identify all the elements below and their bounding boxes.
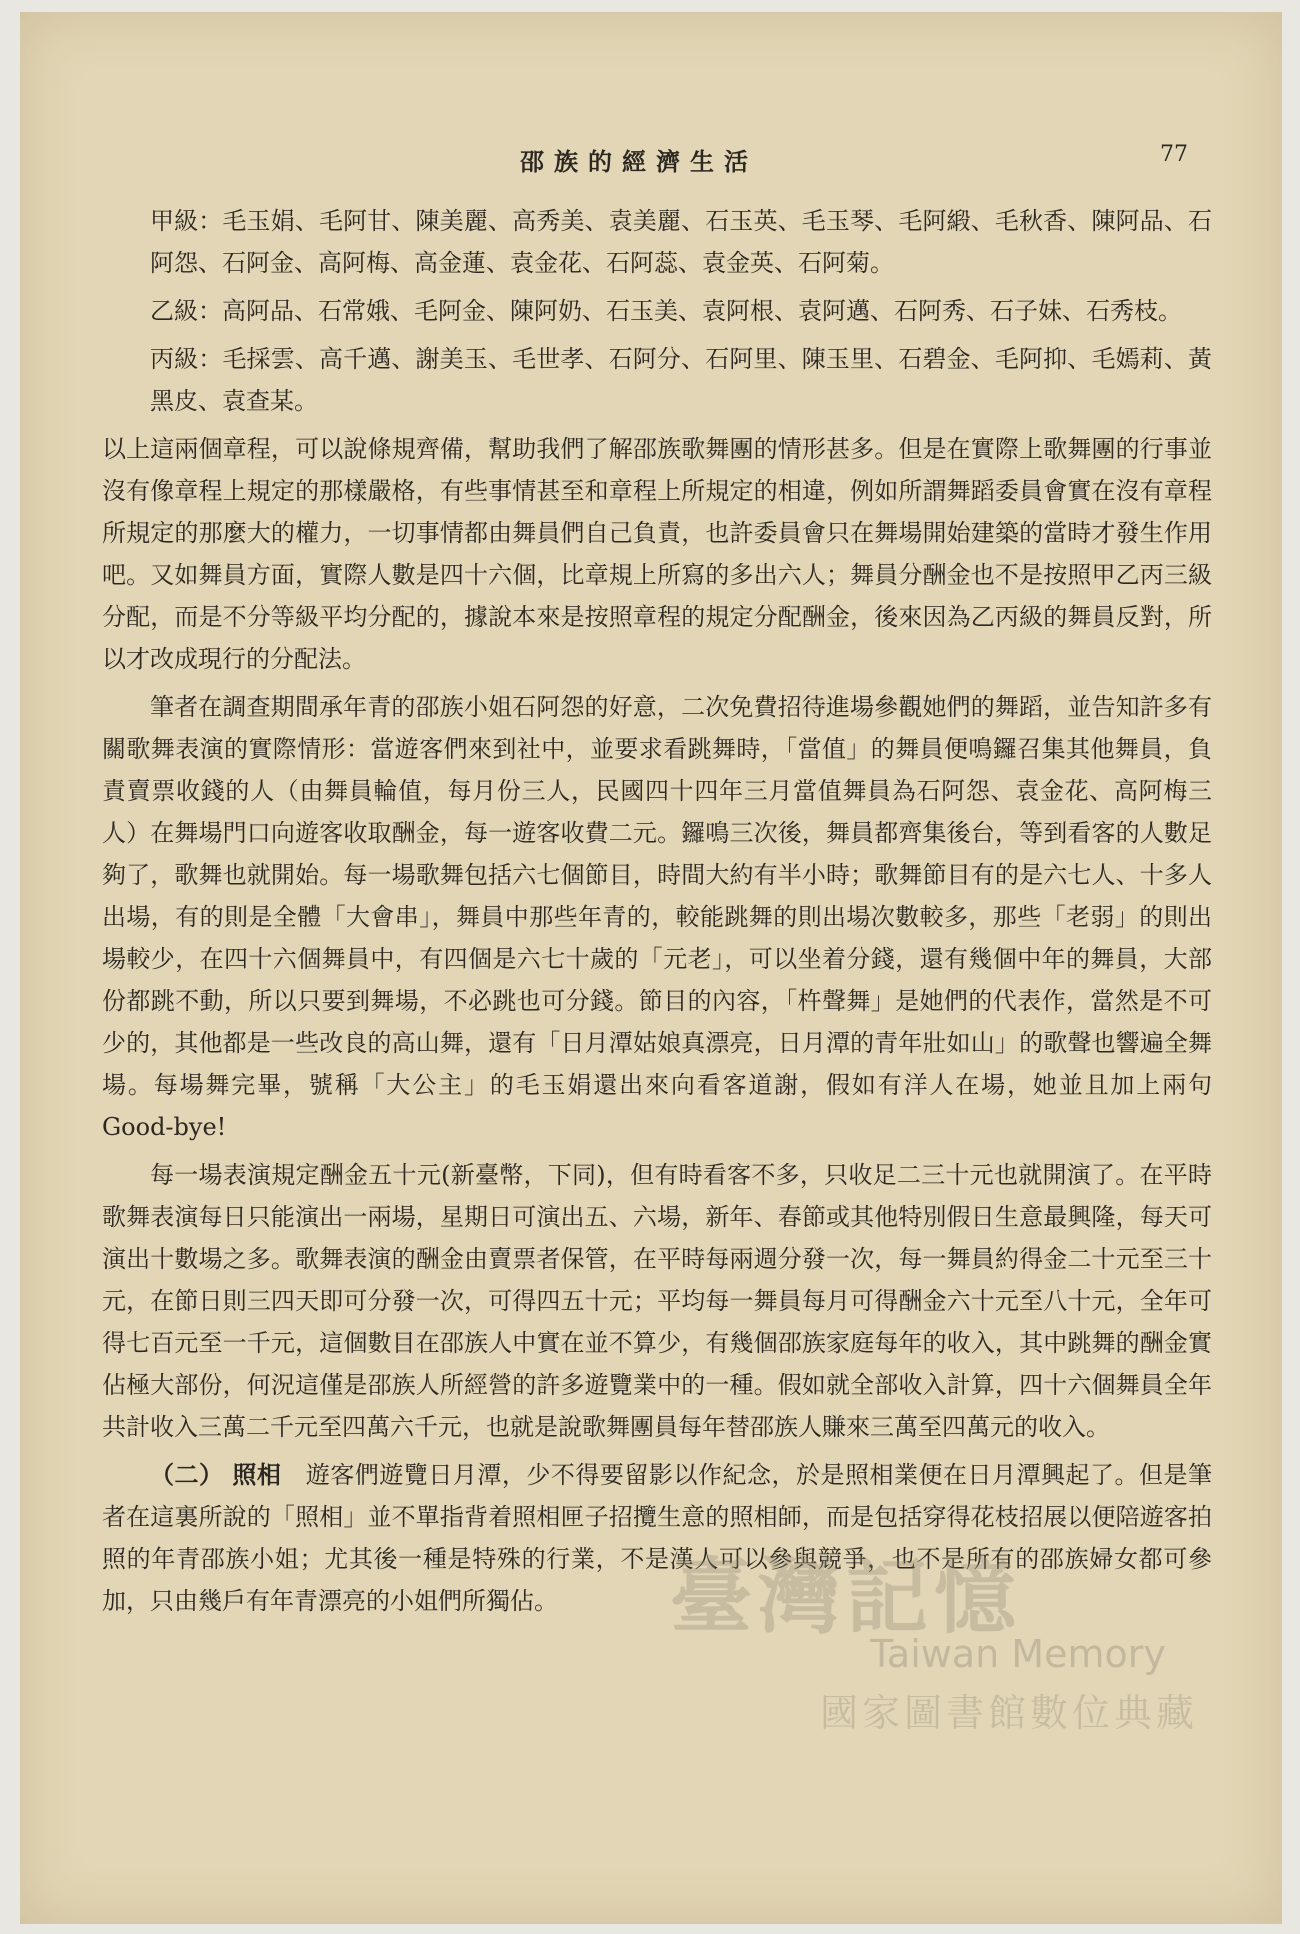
rank-c-dancers: 丙級：毛採雲、高千邁、謝美玉、毛世孝、石阿分、石阿里、陳玉里、石碧金、毛阿抑、毛嫣莉、黃黑皮、袁查某。 bbox=[150, 345, 1212, 415]
paragraph-photography bbox=[102, 1454, 1212, 1622]
paragraph-regulations: 以上這兩個章程，可以說條規齊備，幫助我們了解邵族歌舞團的情形甚多。但是在實際上歌舞團的行事並沒有像章程上規定的那樣嚴格，有些事情甚至和章程上所規定的相違，例如所謂舞蹈委員會實在沒有章程所規定的那麼大的權力，一切事情都由舞員們自己負責，也許委員會只在舞場開始建築的當時才發生作用吧。又如舞員方面，實際人數是四十六個，比章規上所寫的多出六人；舞員分酬金也不是按照甲乙丙三級分配，而是不分等級平均分配的，據說本來是按照章程的規定分配酬金，後來因為乙丙級的舞員反對，所以才改成現行的分配法。 bbox=[102, 435, 1212, 673]
section-label-photography: （二） 照相 bbox=[150, 1460, 282, 1489]
page-number: 77 bbox=[1160, 142, 1188, 167]
body-text bbox=[102, 200, 1212, 1628]
watermark-title: 臺灣記憶 bbox=[670, 1549, 1023, 1645]
book-page bbox=[20, 12, 1282, 1924]
page-header bbox=[20, 142, 1282, 182]
watermark-english: Taiwan Memory bbox=[870, 1632, 1166, 1676]
rank-b-dancers: 乙級：高阿品、石常娥、毛阿金、陳阿奶、石玉美、袁阿根、袁阿邁、石阿秀、石子妹、石秀枝。 bbox=[150, 297, 1182, 325]
watermark-subtitle: 國家圖書館數位典藏 bbox=[820, 1691, 1199, 1735]
paragraph-performance: 筆者在調查期間承年青的邵族小姐石阿怨的好意，二次免費招待進場參觀她們的舞蹈，並告知許多有關歌舞表演的實際情形：當遊客們來到社中，並要求看跳舞時，「當值」的舞員便鳴鑼召集其他舞員，負責賣票收錢的人（由舞員輪值，每月份三人，民國四十四年三月當值舞員為石阿怨、袁金花、高阿梅三人）在舞場門口向遊客收取酬金，每一遊客收費二元。鑼鳴三次後，舞員都齊集後台，等到看客的人數足夠了，歌舞也就開始。每一場歌舞包括六七個節目，時間大約有半小時；歌舞節目有的是六七人、十多人出場，有的則是全體「大會串」，舞員中那些年青的，較能跳舞的則出場次數較多，那些「老弱」的則出場較少，在四十六個舞員中，有四個是六七十歲的「元老」，可以坐着分錢，還有幾個中年的舞員，大部份都跳不動，所以只要到舞場，不必跳也可分錢。節目的內容，「杵聲舞」是她們的代表作，當然是不可少的，其他都是一些改良的高山舞，還有「日月潭姑娘真漂亮，日月潭的青年壯如山」的歌聲也響遍全舞場。每場舞完畢，號稱「大公主」的毛玉娟還出來向看客道謝，假如有洋人在場，她並且加上兩句 Good-bye! bbox=[102, 693, 1212, 1141]
photography-text: 遊客們遊覽日月潭，少不得要留影以作紀念，於是照相業便在日月潭興起了。但是筆者在這裏所說的「照相」並不單指背着照相匣子招攬生意的照相師，而是包括穿得花枝招展以便陪遊客拍照的年青邵族小姐；尤其後一種是特殊的行業，不是漢人可以參與競爭，也不是所有的邵族婦女都可參加，只由幾戶有年青漂亮的小姐們所獨佔。 bbox=[102, 1461, 1213, 1615]
running-title: 邵族的經濟生活 bbox=[520, 147, 758, 176]
rank-a-dancers: 甲級：毛玉娟、毛阿甘、陳美麗、高秀美、袁美麗、石玉英、毛玉琴、毛阿緞、毛秋香、陳阿品、石阿怨、石阿金、高阿梅、高金蓮、袁金花、石阿蕊、袁金英、石阿菊。 bbox=[150, 207, 1212, 277]
paragraph-earnings: 每一場表演規定酬金五十元(新臺幣，下同)，但有時看客不多，只收足二三十元也就開演了。在平時歌舞表演每日只能演出一兩場，星期日可演出五、六場，新年、春節或其他特別假日生意最興隆，每天可演出十數場之多。歌舞表演的酬金由賣票者保管，在平時每兩週分發一次，每一舞員約得金二十元至三十元，在節日則三四天即可分發一次，可得四五十元；平均每一舞員每月可得酬金六十元至八十元，全年可得七百元至一千元，這個數目在邵族人中實在並不算少，有幾個邵族家庭每年的收入，其中跳舞的酬金實佔極大部份，何況這僅是邵族人所經營的許多遊覽業中的一種。假如就全部收入計算，四十六個舞員全年共計收入三萬二千元至四萬六千元，也就是說歌舞團員每年替邵族人賺來三萬至四萬元的收入。 bbox=[102, 1161, 1212, 1441]
